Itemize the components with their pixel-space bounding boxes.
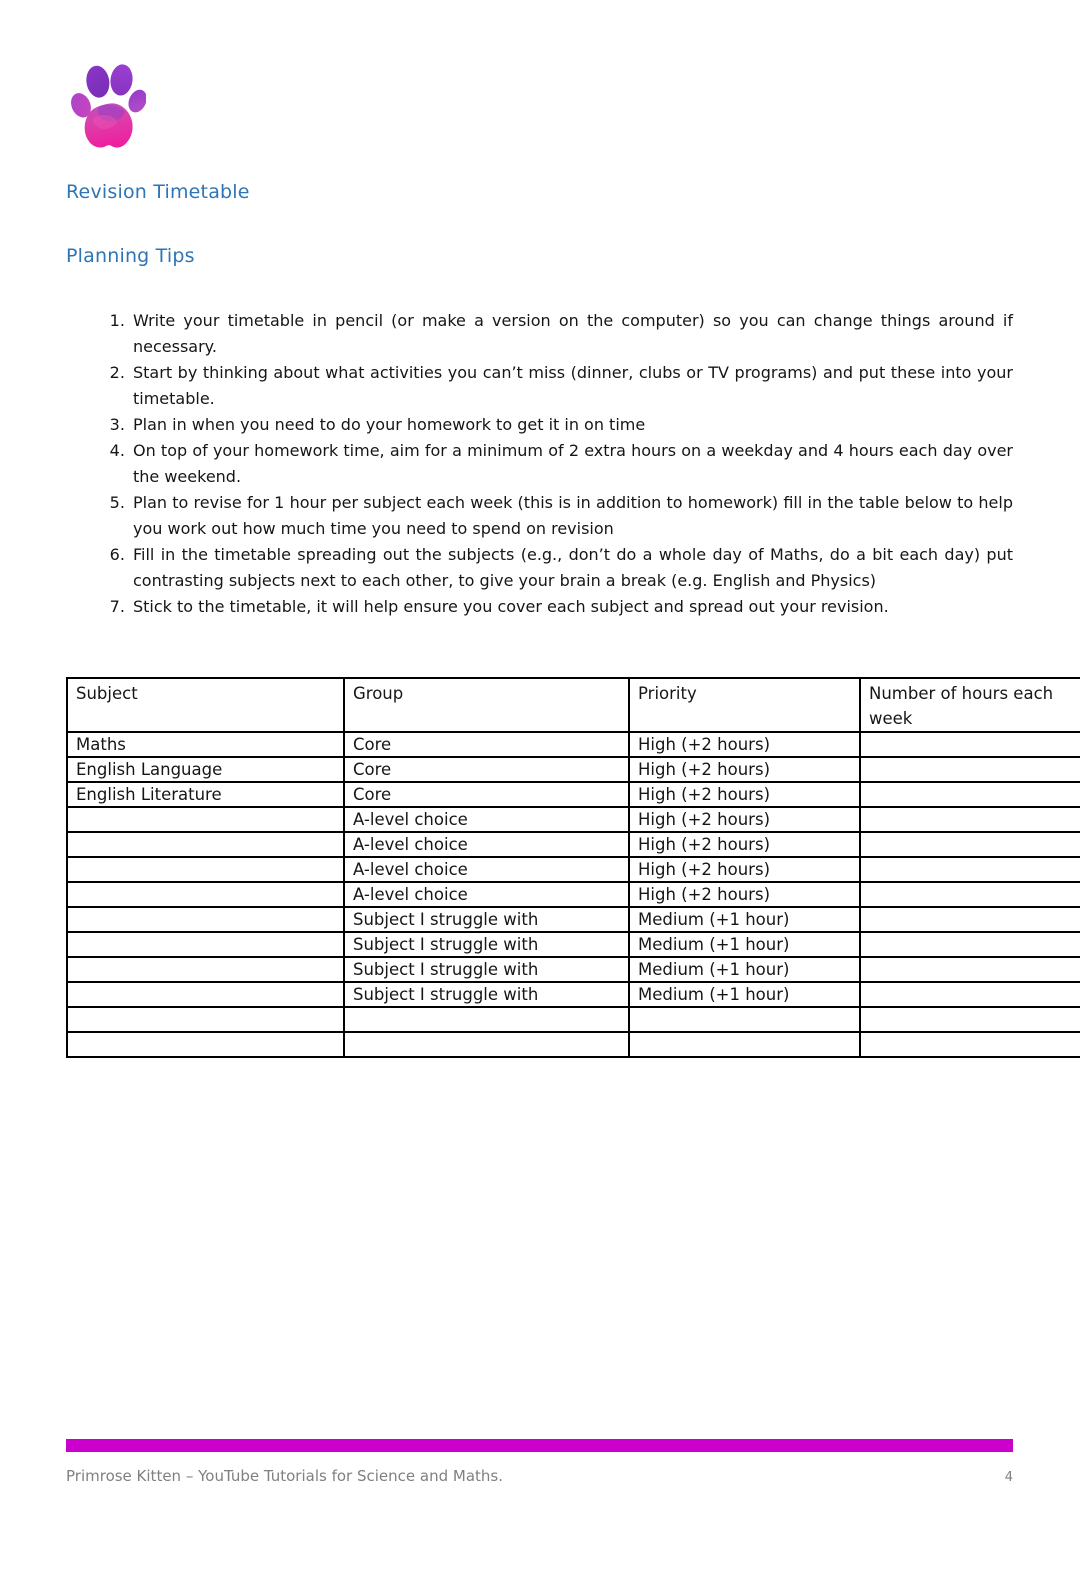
table-cell: Medium (+1 hour) [629, 932, 860, 957]
footer-divider-bar [66, 1439, 1013, 1452]
section-heading: Planning Tips [66, 245, 195, 267]
table-cell [67, 1007, 344, 1032]
table-cell: A-level choice [344, 882, 629, 907]
tip-item-5: 5. Plan to revise for 1 hour per subject each week (this is in addition to homework) fill in the table below to help you work out how much time you need to spend on revision [130, 490, 1013, 542]
table-cell: High (+2 hours) [629, 882, 860, 907]
table-cell [860, 982, 1080, 1007]
revision-table-head [67, 678, 1080, 732]
table-cell: High (+2 hours) [629, 832, 860, 857]
table-cell [67, 957, 344, 982]
column-header-priority: Priority [629, 678, 860, 732]
tip-item-2: 2. Start by thinking about what activities you can’t miss (dinner, clubs or TV programs) and put these into your timetable. [130, 360, 1013, 412]
page-footer [66, 1439, 1013, 1485]
table-cell [344, 1007, 629, 1032]
table-row [67, 732, 1080, 757]
table-cell [860, 832, 1080, 857]
table-cell [67, 1032, 344, 1057]
table-cell: High (+2 hours) [629, 782, 860, 807]
table-cell [860, 782, 1080, 807]
page-title: Revision Timetable [66, 181, 250, 203]
table-cell [860, 757, 1080, 782]
column-header-subject: Subject [67, 678, 344, 732]
tip-item-7: 7. Stick to the timetable, it will help ensure you cover each subject and spread out your revision. [130, 594, 1013, 620]
table-row [67, 857, 1080, 882]
table-cell: Subject I struggle with [344, 982, 629, 1007]
revision-table [66, 677, 1080, 1058]
table-cell: Medium (+1 hour) [629, 982, 860, 1007]
tip-item-6: 6. Fill in the timetable spreading out the subjects (e.g., don’t do a whole day of Maths, do a bit each day) put contrasting subjects next to each other, to give your brain a break (e.g. English and Physics) [130, 542, 1013, 594]
table-cell: Core [344, 732, 629, 757]
table-cell [860, 1007, 1080, 1032]
table-cell [860, 882, 1080, 907]
table-cell: Subject I struggle with [344, 957, 629, 982]
table-cell [860, 957, 1080, 982]
table-cell: High (+2 hours) [629, 857, 860, 882]
column-header-group: Group [344, 678, 629, 732]
table-cell [67, 982, 344, 1007]
revision-table-body [67, 732, 1080, 1057]
document-page [0, 62, 1080, 1589]
table-cell: A-level choice [344, 857, 629, 882]
table-row [67, 932, 1080, 957]
planning-tips-list [66, 308, 1013, 620]
table-cell [629, 1032, 860, 1057]
table-row [67, 757, 1080, 782]
table-cell: A-level choice [344, 832, 629, 857]
table-cell [860, 732, 1080, 757]
table-cell [344, 1032, 629, 1057]
table-cell [860, 932, 1080, 957]
table-row [67, 1032, 1080, 1057]
column-header-number: Number of hours each week [860, 678, 1080, 732]
footer-attribution-text: Primrose Kitten – YouTube Tutorials for Science and Maths. [66, 1467, 503, 1485]
table-cell: Core [344, 782, 629, 807]
page-content [0, 62, 1080, 1058]
table-cell [67, 882, 344, 907]
table-row [67, 957, 1080, 982]
table-cell [629, 1007, 860, 1032]
table-cell: High (+2 hours) [629, 732, 860, 757]
table-cell: Medium (+1 hour) [629, 907, 860, 932]
table-cell: Subject I struggle with [344, 907, 629, 932]
table-cell [67, 832, 344, 857]
table-header-row [67, 678, 1080, 732]
table-cell: A-level choice [344, 807, 629, 832]
tip-item-3: 3. Plan in when you need to do your homework to get it in on time [130, 412, 1013, 438]
table-cell: High (+2 hours) [629, 807, 860, 832]
table-cell: English Literature [67, 782, 344, 807]
table-row [67, 882, 1080, 907]
paw-print-logo-icon [70, 62, 146, 152]
page-number: 4 [1004, 1470, 1013, 1485]
table-cell: High (+2 hours) [629, 757, 860, 782]
table-cell [67, 807, 344, 832]
table-cell: English Language [67, 757, 344, 782]
table-row [67, 1007, 1080, 1032]
table-row [67, 982, 1080, 1007]
table-cell [860, 857, 1080, 882]
table-row [67, 832, 1080, 857]
tip-item-1: 1. Write your timetable in pencil (or make a version on the computer) so you can change things around if necessary. [130, 308, 1013, 360]
table-cell [860, 907, 1080, 932]
table-cell: Medium (+1 hour) [629, 957, 860, 982]
table-cell [860, 807, 1080, 832]
table-cell: Core [344, 757, 629, 782]
table-cell [67, 907, 344, 932]
table-cell: Maths [67, 732, 344, 757]
table-row [67, 782, 1080, 807]
table-cell [67, 857, 344, 882]
table-row [67, 907, 1080, 932]
tip-item-4: 4. On top of your homework time, aim for a minimum of 2 extra hours on a weekday and 4 hours each day over the weekend. [130, 438, 1013, 490]
table-cell: Subject I struggle with [344, 932, 629, 957]
table-cell [67, 932, 344, 957]
table-cell [860, 1032, 1080, 1057]
footer-row [66, 1467, 1013, 1485]
table-row [67, 807, 1080, 832]
